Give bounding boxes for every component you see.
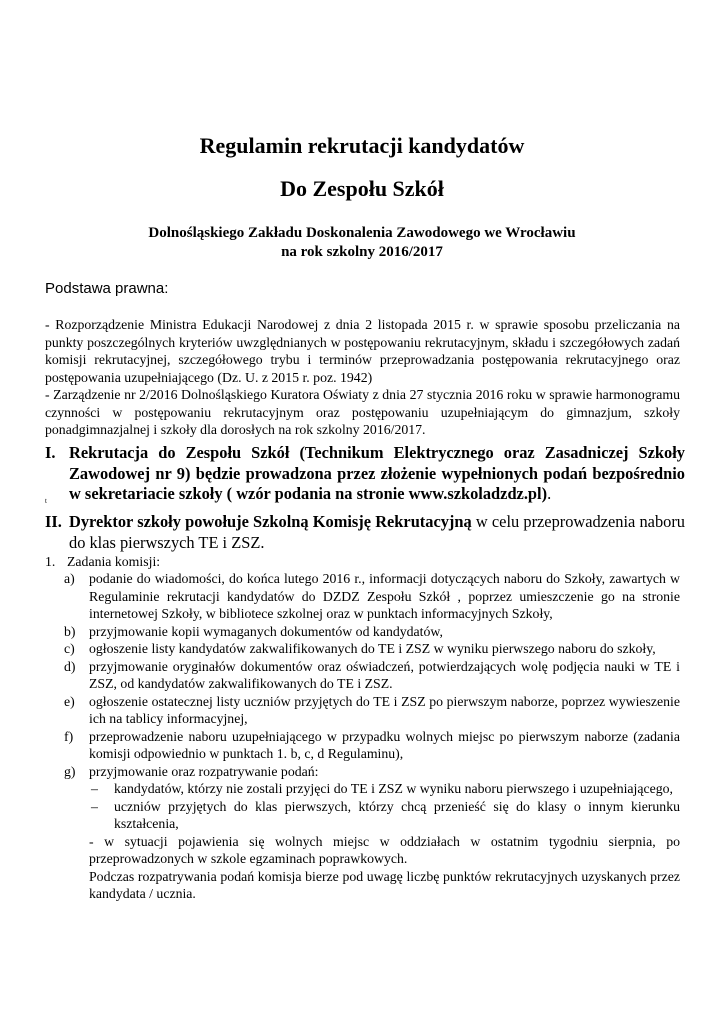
dash-bullet: – [91,781,98,796]
list-item-text: przyjmowanie oryginałów dokumentów oraz oświadczeń, potwierdzających wolę podjęcia nauki w TE i ZSZ, od kandydatów zakwalifikowanych do TE i ZSZ. [89,658,680,691]
note-points: Podczas rozpatrywania podań komisja bierze pod uwagę liczbę punktów rekrutacyjnych uzyskanych przez kandydata / ucznia. [89,868,680,901]
subtitle-institution: Dolnośląskiego Zakładu Doskonalenia Zawodowego we Wrocławiu [148,225,576,241]
legal-basis-label: Podstawa prawna: [45,280,169,297]
item-1-text: Zadania komisji: [67,554,161,569]
subtitle-school-year: na rok szkolny 2016/2017 [281,244,443,260]
list-item-label: c) [64,641,75,656]
list-item-label: b) [64,623,76,639]
section-1-body [69,443,685,505]
list-item-text: ogłoszenie ostatecznej listy uczniów przyjętych do TE i ZSZ po pierwszym naborze, poprzez wywieszenie ich na tablicy informacyjnej, [89,693,680,726]
section-2-bold-text: Dyrektor szkoły powołuje Szkolną Komisję Rekrutacyjną [69,512,472,531]
list-item-label: e) [64,693,75,709]
section-marker: t [45,497,47,505]
legal-basis-ordinance: - Zarządzenie nr 2/2016 Dolnośląskiego Kuratora Oświaty z dnia 27 stycznia 2016 roku w sprawie harmonogramu czynności w postępowaniu rekrutacyjnym oraz postępowaniu uzupełniającym do gimnazjum, szkoły ponadgimnazjalnej i szkoły dla dorosłych na rok szkolny 2016/2017. [45,387,680,437]
list-item-text: przyjmowanie oraz rozpatrywanie podań: [89,763,319,779]
list-item [64,693,680,728]
list-item-label: a) [64,571,75,586]
section-1 [45,443,685,505]
list-item-label: f) [64,728,74,744]
list-item [64,658,680,693]
list-item [64,728,680,763]
list-item-text: przyjmowanie kopii wymaganych dokumentów od kandydatów, [89,623,443,639]
sub-list-item-text: uczniów przyjętych do klas pierwszych, którzy chcą przenieść się do klasy o innym kierunku kształcenia, [114,798,680,831]
section-2 [45,512,685,553]
section-2-body [69,512,685,553]
list-item-text: przeprowadzenie naboru uzupełniającego w przypadku wolnych miejsc po pierwszym naborze (zadania komisji odpowiednio w punktach 1. b, c, d Regulaminu), [89,728,680,761]
section-2-number: II. [45,512,62,531]
legal-basis-regulation: - Rozporządzenie Ministra Edukacji Narodowej z dnia 2 listopada 2015 r. w sprawie sposobu przeliczania na punkty poszczególnych kryteriów uwzględnianych w postępowaniu rekrutacyjnym, składu i szczegółowych zadań komisji rekrutacyjnej, szczegółowego trybu i terminów przeprowadzania postępowania rekrutacyjnego oraz postępowania uzupełniającego (Dz. U. z 2015 r. poz. 1942) [45,317,680,385]
list-item-label: d) [64,658,76,674]
item-1-number: 1. [45,554,56,569]
list-item-text: podanie do wiadomości, do końca lutego 2016 r., informacji dotyczących naboru do Szkoły, zawartych w Regulaminie rekrutacji kandydatów do DZDZ Zespołu Szkół , poprzez umieszczenie go na stronie internetowej Szkoły, w bibliotece szkolnej oraz w punktach informacyjnych Szkoły, [89,571,680,621]
sub-list-item-text: kandydatów, którzy nie zostali przyjęci do TE i ZSZ w wyniku naboru pierwszego i uzupełniającego, [114,781,673,796]
sub-list-item [89,798,680,833]
list-item [64,570,680,623]
section-2-text: w celu przeprowadzenia naboru do klas pierwszych TE i ZSZ. [69,512,685,552]
list-item-text: ogłoszenie listy kandydatów zakwalifikowanych do TE i ZSZ w wyniku pierwszego naboru do szkoły, [89,641,656,656]
section-1-number: I. [45,443,56,462]
commission-tasks-list [64,570,680,903]
note-vacancies: - w sytuacji pojawienia się wolnych miejsc w oddziałach w ostatnim tygodniu sierpnia, po przeprowadzonych w szkole egzaminach poprawkowych. [89,833,680,866]
list-item [64,763,680,903]
dash-bullet: – [91,798,98,814]
section-1-text: Rekrutacja do Zespołu Szkół (Technikum Elektrycznego oraz Zasadniczej Szkoły Zawodowej nr 9) będzie prowadzona przez złożenie wypełnionych podań bezpośrednio w sekretariacie szkoły ( wzór podania na stronie www.szkoladzdz.pl) [69,443,685,503]
document-title: Regulamin rekrutacji kandydatów [199,133,525,158]
document-title-school: Do Zespołu Szkół [280,176,444,201]
list-item [64,623,680,641]
list-item [64,640,680,658]
sub-list-item [89,780,680,798]
section-1-period: . [547,484,552,503]
list-item-label: g) [64,763,76,779]
